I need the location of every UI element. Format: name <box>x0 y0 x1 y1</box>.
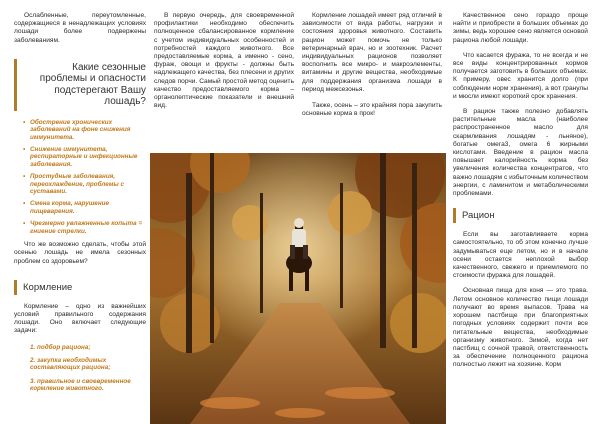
oils-text: В рацион также полезно добавлять растительные масла (наиболее распространенное масло для скармливания лошадям - льняное), богатые омега3, омега 6 жирными кислотами. Введение в рацион масла повышает калорийность корма без увеличения количества концентратов, что важно лошадям с избыточным количеством энергии, с ламинитом и метаболическими проблемами. <box>453 108 588 198</box>
column-4 <box>449 0 600 370</box>
list-item: • Снижение иммунитета, респираторные и инфекционные заболевания. <box>30 146 146 168</box>
list-item: 3. правильное и своевременное кормление животного. <box>30 377 131 393</box>
list-item: • Обострение хронических заболеваний на фоне снижения иммунитета. <box>30 119 146 141</box>
problems-list <box>14 119 146 235</box>
column-2 <box>150 0 298 110</box>
list-item: • Чрезмерно увлажненные копыта = гниение стрелки. <box>30 220 146 235</box>
autumn-note: Также, осень – это крайняя пора закупить основные корма в прок! <box>302 102 442 118</box>
hay-text: Качественное сено гораздо проще найти и приобрести в больших объемах до зимы, ведь хорошее сено является основой рациона любой лошади. <box>453 12 588 44</box>
column-3 <box>298 0 446 118</box>
section-title-feeding: Кормление <box>14 280 146 295</box>
outro-text: Что же возможно сделать, чтобы этой осенью лошадь не имела сезонных проблем со здоровьем? <box>14 241 146 265</box>
column-1 <box>0 0 150 399</box>
concentrates-text: Что касается фуража, то не всегда и не все виды концентрированных кормов получается заготовить в больших объемах. К примеру, овес хранится долго (при соблюдении норм хранения), а вот гранулы и мюсли имеют короткий срок хранения. <box>453 51 588 100</box>
list-item: 1. подбор рациона; <box>30 343 91 351</box>
horse-rider-autumn-photo <box>150 153 446 424</box>
grass-text: Основная пища для коня — это трава. Летом основное количество пищи лошади получают во время выпасов. Трава на хорошем пастбище при благоприятных погодных условиях содержит почти все питательные вещества, необходимые организму животного. Зимой, когда нет пастбищ с сочной травой, ответственность за обеспечение полноценного рациона полностью лежит на хозяине. Корм <box>453 287 588 369</box>
ration-intro-text: Если вы заготавливаете корма самостоятельно, то об этом конечно лучше задумываться еще летом, но и в начале осени остается неплохой выбор качественного, свежего и приемлемого по стоимости фуража для лошадей. <box>453 231 588 280</box>
list-item: 2. закупка необходимых составляющих рациона; <box>30 356 111 372</box>
question-heading: Какие сезонные проблемы и опасности подстерегают Вашу лошадь? <box>14 59 146 111</box>
tasks-list <box>30 344 146 393</box>
photo-illustration <box>150 153 446 424</box>
list-item: • Простудные заболевания, переохлаждение, проблемы с суставами. <box>30 173 146 195</box>
prevention-text: В первую очередь, для своевременной профилактики необходимо обеспечить полноценное сбалансированное кормление с учетом индивидуальных особенностей и потребностей каждого животного. Все предоставляемые корма, а именно - сено, фураж, овощи и фрукты - должны быть надлежащего качества, без плесени и других следов порчи. Самый простой метод оценить качество предоставляемого корма – органолептические показатели и внешний вид. <box>154 12 294 110</box>
intro-text: Ослабленные, переутомленные, содержащиеся в ненадлежащих условиях лошади более подвержены заболеваниям. <box>14 12 146 44</box>
list-item: • Смена корма, нарушение пищеварения. <box>30 200 146 215</box>
section-title-ration: Рацион <box>453 208 588 223</box>
ration-text: Кормление лошадей имеет ряд отличий в зависимости от вида работы, нагрузки и состояния здоровья животного. Составить рацион может помочь не только ветеринарный врач, но и зоотехник. Расчет индивидуальных рационов позволяет восполнить все микро- и макроэлементы, витамины и другие вещества, необходимые для поддержания организма лошади в период межсезонья. <box>302 12 442 93</box>
feeding-text: Кормление – одно из важнейших условий правильного содержания лошади. Оно включает следующие задачи: <box>14 302 146 335</box>
